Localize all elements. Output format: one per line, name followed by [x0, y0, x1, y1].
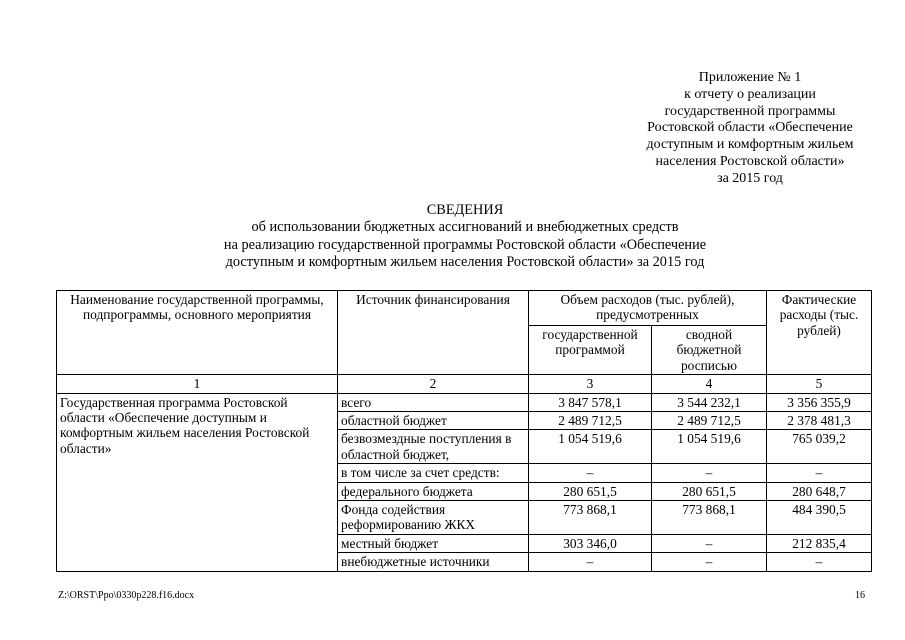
budget-value: 773 868,1 — [652, 501, 767, 535]
appendix-line: за 2015 год — [717, 170, 783, 186]
expenditure-table — [56, 290, 872, 572]
header-funding-source: Источник финансирования — [338, 291, 529, 375]
appendix-line: населения Ростовской области» — [655, 153, 845, 169]
actual-value: – — [767, 553, 872, 571]
actual-value: 484 390,5 — [767, 501, 872, 535]
document-heading — [140, 202, 790, 272]
column-numbers-row — [57, 375, 872, 393]
header-state-program: государственной программой — [529, 326, 652, 375]
actual-value: 3 356 355,9 — [767, 393, 872, 411]
appendix-line: Ростовской области «Обеспечение — [647, 120, 853, 136]
header-actual-expenses: Фактические расходы (тыс. рублей) — [767, 291, 872, 375]
header-program-name: Наименование государственной программы, подпрограммы, основного мероприятия — [57, 291, 338, 375]
header-expense-volume: Объем расходов (тыс. рублей), предусмотренных — [529, 291, 767, 326]
budget-value: 280 651,5 — [652, 482, 767, 500]
appendix-line: к отчету о реализации — [684, 86, 816, 102]
actual-value: 212 835,4 — [767, 534, 872, 552]
actual-value: 2 378 481,3 — [767, 412, 872, 430]
table-row — [57, 393, 872, 411]
plan-value: 280 651,5 — [529, 482, 652, 500]
column-number: 1 — [57, 375, 338, 393]
plan-value: 1 054 519,6 — [529, 430, 652, 464]
funding-source: всего — [338, 393, 529, 411]
funding-source: в том числе за счет средств: — [338, 464, 529, 482]
header-budget-schedule: сводной бюджетной росписью — [652, 326, 767, 375]
plan-value: 2 489 712,5 — [529, 412, 652, 430]
actual-value: 765 039,2 — [767, 430, 872, 464]
footer-file-path: Z:\ORST\Ppo\0330p228.f16.docx — [58, 590, 195, 601]
funding-source: федерального бюджета — [338, 482, 529, 500]
actual-value: 280 648,7 — [767, 482, 872, 500]
plan-value: 303 346,0 — [529, 534, 652, 552]
budget-value: 1 054 519,6 — [652, 430, 767, 464]
funding-source: Фонда содействия реформированию ЖКХ — [338, 501, 529, 535]
header-row — [57, 291, 872, 326]
plan-value: – — [529, 464, 652, 482]
budget-value: – — [652, 464, 767, 482]
plan-value: – — [529, 553, 652, 571]
budget-value: 3 544 232,1 — [652, 393, 767, 411]
heading-line: доступным и комфортным жильем населения Ростовской области» за 2015 год — [225, 254, 705, 271]
column-number: 4 — [652, 375, 767, 393]
funding-source: местный бюджет — [338, 534, 529, 552]
budget-value: – — [652, 553, 767, 571]
appendix-line: государственной программы — [664, 103, 836, 119]
program-name-cell: Государственная программа Ростовской области «Обеспечение доступным и комфортным жильем населения Ростовской области» — [57, 393, 338, 571]
page-number: 16 — [855, 590, 865, 601]
funding-source: внебюджетные источники — [338, 553, 529, 571]
plan-value: 3 847 578,1 — [529, 393, 652, 411]
heading-line: об использовании бюджетных ассигнований и внебюджетных средств — [251, 219, 679, 236]
heading-line: на реализацию государственной программы Ростовской области «Обеспечение — [223, 236, 707, 253]
column-number: 5 — [767, 375, 872, 393]
budget-value: 2 489 712,5 — [652, 412, 767, 430]
column-number: 3 — [529, 375, 652, 393]
appendix-block — [600, 70, 900, 188]
appendix-line: доступным и комфортным жильем — [646, 137, 854, 153]
plan-value: 773 868,1 — [529, 501, 652, 535]
document-title: СВЕДЕНИЯ — [426, 202, 504, 218]
actual-value: – — [767, 464, 872, 482]
appendix-line: Приложение № 1 — [698, 70, 802, 85]
funding-source: безвозмездные поступления в областной бюджет, — [338, 430, 529, 464]
budget-value: – — [652, 534, 767, 552]
column-number: 2 — [338, 375, 529, 393]
funding-source: областной бюджет — [338, 412, 529, 430]
